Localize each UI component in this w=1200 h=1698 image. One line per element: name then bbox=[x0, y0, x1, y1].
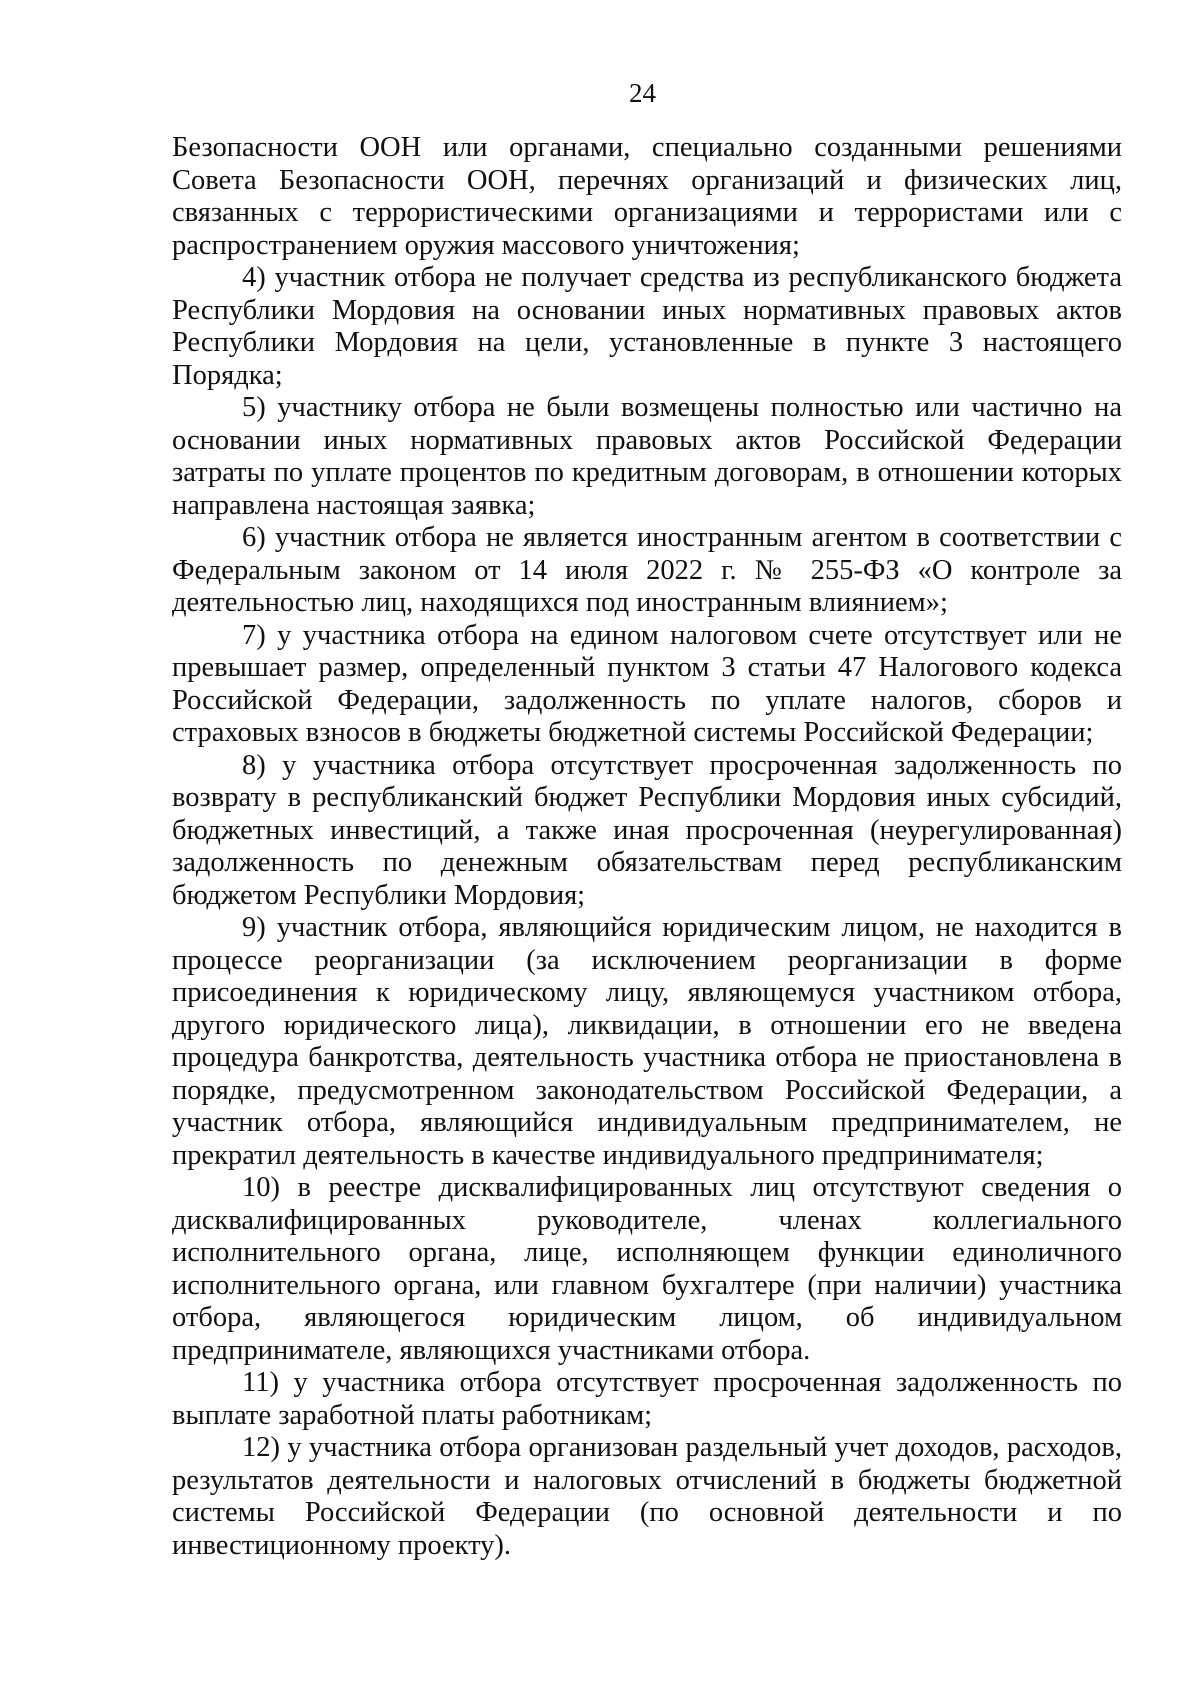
paragraph-item-6: 6) участник отбора не является иностранным агентом в соответствии с Федеральным законом от 14 июля 2022 г. № 255-ФЗ «О контроле за деятельностью лиц, находящихся под иностранным влиянием»; bbox=[172, 522, 1122, 618]
document-body bbox=[172, 132, 1122, 1562]
paragraph-item-8: 8) у участника отбора отсутствует просроченная задолженность по возврату в республиканский бюджет Республики Мордовия иных субсидий, бюджетных инвестиций, а также иная просроченная (неурегулированная) задолженность по денежным обязательствам перед республиканским бюджетом Республики Мордовия; bbox=[172, 749, 1122, 911]
paragraph-item-7: 7) у участника отбора на едином налоговом счете отсутствует или не превышает размер, определенный пунктом 3 статьи 47 Налогового кодекса Российской Федерации, задолженность по уплате налогов, сборов и страховых взносов в бюджеты бюджетной системы Российской Федерации; bbox=[172, 619, 1122, 748]
paragraph-item-12: 12) у участника отбора организован раздельный учет доходов, расходов, результатов деятельности и налоговых отчислений в бюджеты бюджетной системы Российской Федерации (по основной деятельности и по инвестиционному проекту). bbox=[172, 1432, 1122, 1561]
paragraph-item-4: 4) участник отбора не получает средства из республиканского бюджета Республики Мордовия на основании иных нормативных правовых актов Республики Мордовия на цели, установленные в пункте 3 настоящего Порядка; bbox=[172, 262, 1122, 391]
paragraph-item-11: 11) у участника отбора отсутствует просроченная задолженность по выплате заработной платы работникам; bbox=[172, 1367, 1122, 1431]
page-number: 24 bbox=[629, 78, 656, 108]
paragraph-item-9: 9) участник отбора, являющийся юридическим лицом, не находится в процессе реорганизации (за исключением реорганизации в форме присоединения к юридическому лицу, являющемуся участником отбора, другого юридического лица), ликвидации, в отношении его не введена процедура банкротства, деятельность участника отбора не приостановлена в порядке, предусмотренном законодательством Российской Федерации, а участник отбора, являющийся индивидуальным предпринимателем, не прекратил деятельность в качестве индивидуального предпринимателя; bbox=[172, 912, 1122, 1171]
paragraph-continuation: Безопасности ООН или органами, специально созданными решениями Совета Безопасности ООН, перечнях организаций и физических лиц, связанных с террористическими организациями и террористами или с распространением оружия массового уничтожения; bbox=[172, 132, 1122, 261]
paragraph-item-5: 5) участнику отбора не были возмещены полностью или частично на основании иных нормативных правовых актов Российской Федерации затраты по уплате процентов по кредитным договорам, в отношении которых направлена настоящая заявка; bbox=[172, 392, 1122, 521]
paragraph-item-10: 10) в реестре дисквалифицированных лиц отсутствуют сведения о дисквалифицированных руководителе, членах коллегиального исполнительного органа, лице, исполняющем функции единоличного исполнительного органа, или главном бухгалтере (при наличии) участника отбора, являющегося юридическим лицом, об индивидуальном предпринимателе, являющихся участниками отбора. bbox=[172, 1172, 1122, 1366]
